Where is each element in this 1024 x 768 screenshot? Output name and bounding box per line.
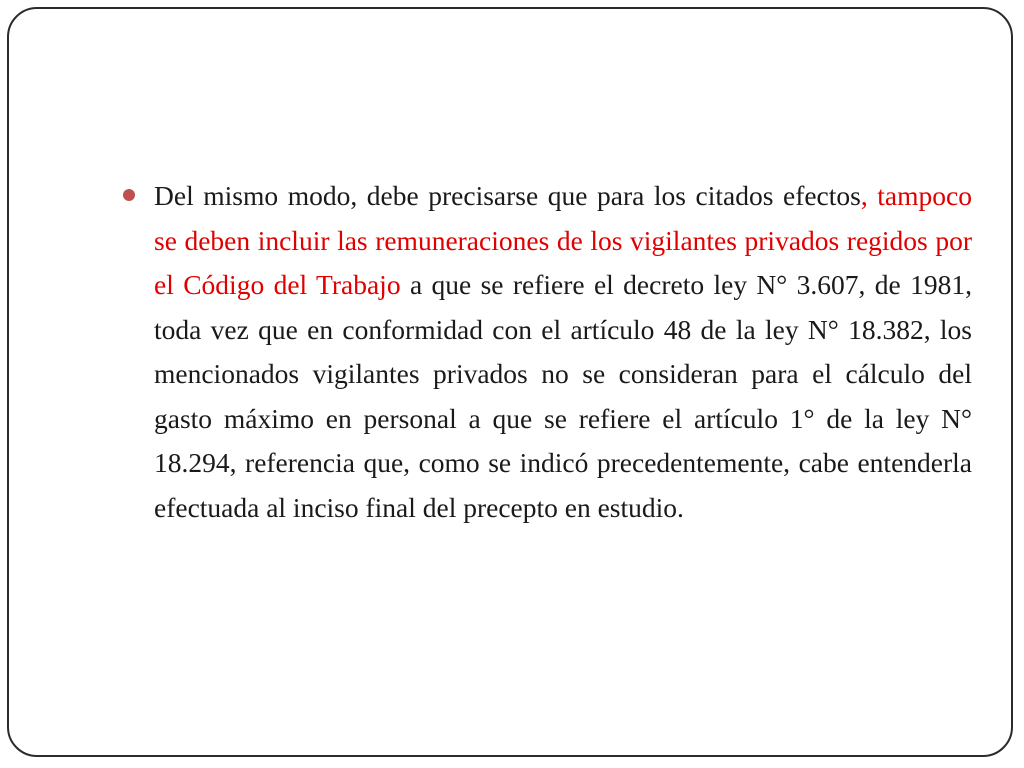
paragraph-rest-text: a que se refiere el decreto ley N° 3.607, de 1981, toda vez que en conformidad con el artículo 48 de la ley N° 18.382, los mencionados vigilantes privados no se consideran para el cálculo del gasto máximo en personal a que se refiere el artículo 1° de la ley N° 18.294, referencia que, como se indicó precedentemente, cabe entenderla efectuada al inciso final del precepto en estudio. xyxy=(154,269,972,523)
slide-content xyxy=(119,174,979,530)
bullet-icon xyxy=(123,189,135,201)
paragraph-intro-text: Del mismo modo, debe precisarse que para los citados efectos xyxy=(154,180,861,211)
bullet-item xyxy=(119,174,979,530)
bullet-paragraph xyxy=(154,174,972,530)
paragraph-highlighted-text: , tampoco se deben incluir las remuneraciones de los vigilantes privados regidos por el Código del Trabajo xyxy=(154,180,972,300)
slide-frame xyxy=(7,7,1013,757)
